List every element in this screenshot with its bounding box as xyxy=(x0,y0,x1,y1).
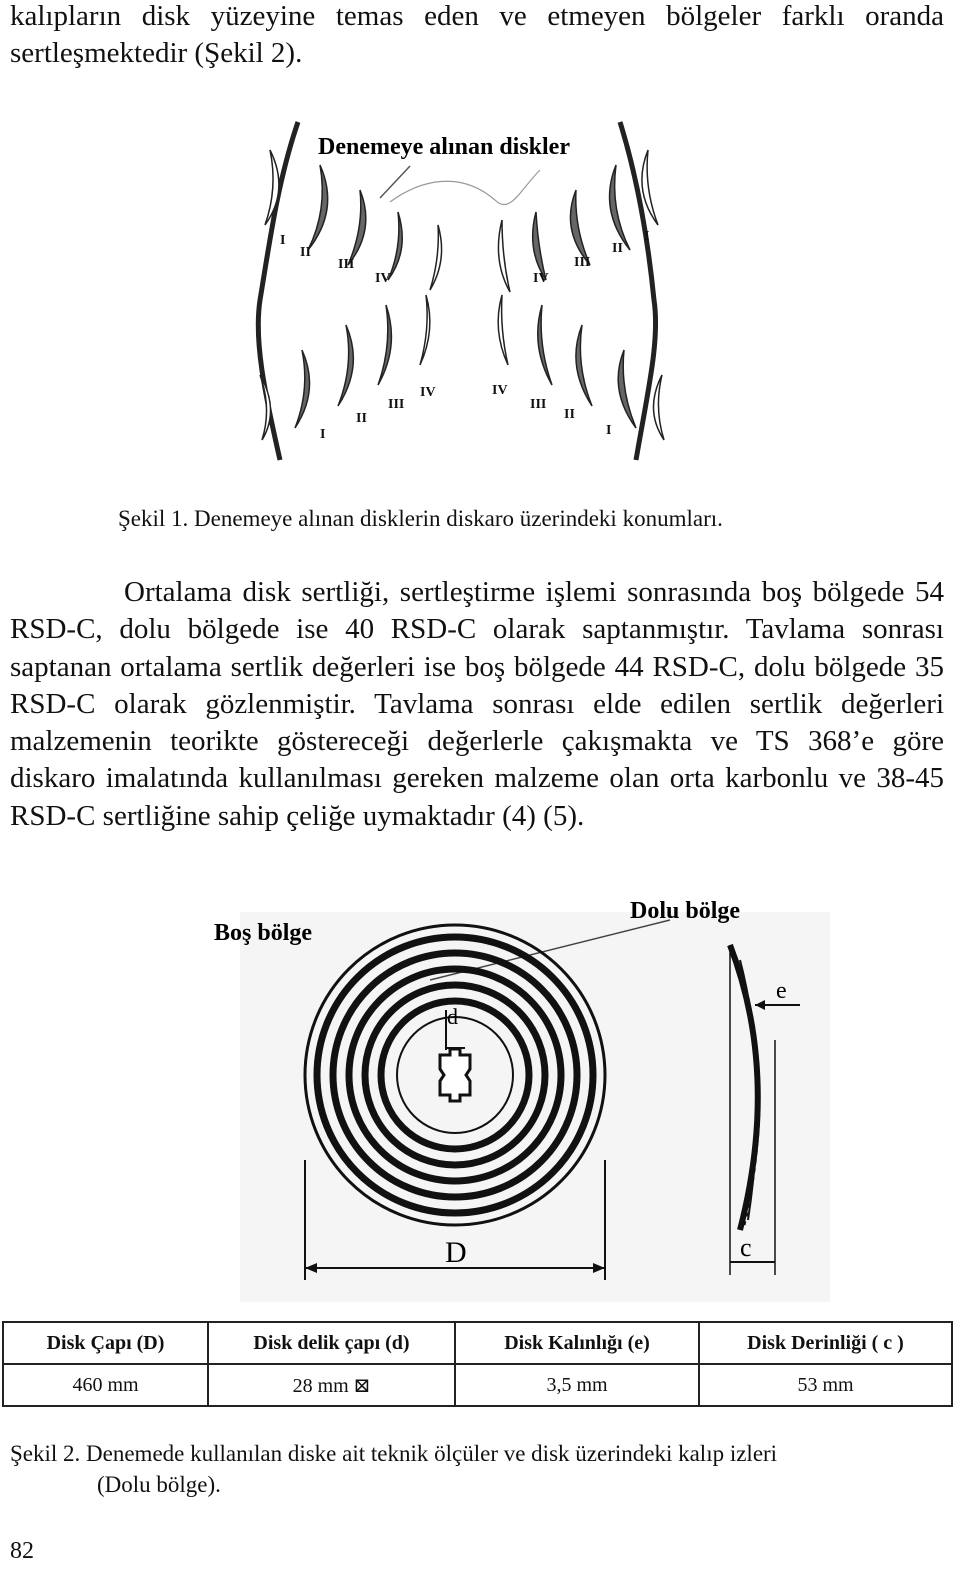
table-cell: 460 mm xyxy=(3,1364,208,1406)
figure-2-caption-line1: Şekil 2. Denemede kullanılan diske ait teknik ölçüler ve disk üzerindeki kalıp izleri xyxy=(10,1441,778,1466)
numeral: IV xyxy=(492,383,508,398)
numeral: I xyxy=(280,233,286,248)
table-header-row xyxy=(3,1322,952,1364)
numeral: III xyxy=(338,257,355,272)
numeral: I xyxy=(606,423,612,438)
dim-D-label: D xyxy=(445,1236,467,1269)
table-cell: 28 mm ⊠ xyxy=(208,1364,455,1406)
disk-row2-left xyxy=(260,295,430,440)
body-paragraph: Ortalama disk sertliği, sertleştirme işlemi sonrasında boş bölgede 54 RSD-C, dolu bölgede ise 40 RSD-C olarak saptanmıştır. Tavlama sonrası saptanan ortalama sertlik değerleri ise boş bölgede 44 RSD-C, dolu bölgede 35 RSD-C olarak gözlenmiştir. Tavlama sonrası elde edilen sertlik değerleri malzemenin teorikte göstereceği değerlerle çakışmakta ve TS 368’e göre diskaro imalatında kullanılması gereken malzeme olan orta karbonlu ve 38-45 RSD-C sertliğine sahip çeliğe uymaktadır (4) (5). xyxy=(10,576,944,832)
numeral: III xyxy=(388,397,405,412)
header-cell: Disk Çapı (D) xyxy=(3,1322,208,1364)
numeral: I xyxy=(320,427,326,442)
dim-d-label: d xyxy=(447,1004,458,1029)
table-cell: 53 mm xyxy=(699,1364,952,1406)
figure-1-caption: Şekil 1. Denemeye alınan disklerin diskaro üzerindeki konumları. xyxy=(118,506,723,531)
numeral: II xyxy=(564,407,575,422)
table-row xyxy=(3,1364,952,1406)
figure-2-caption-line2: (Dolu bölge). xyxy=(97,1472,221,1497)
header-cell: Disk delik çapı (d) xyxy=(208,1322,455,1364)
numeral: III xyxy=(574,255,591,270)
numeral: III xyxy=(530,397,547,412)
label-full-zone: Dolu bölge xyxy=(630,898,741,924)
figure-1-disk-positions xyxy=(240,110,700,470)
numeral: IV xyxy=(533,271,549,286)
numeral: IV xyxy=(375,271,391,286)
figure-2-disk-drawing xyxy=(200,890,840,1310)
numeral: II xyxy=(300,245,311,260)
header-cell: Disk Derinliği ( c ) xyxy=(699,1322,952,1364)
dim-c-label: c xyxy=(740,1233,752,1262)
numeral: I xyxy=(644,229,650,244)
numeral: IV xyxy=(420,385,436,400)
top-paragraph: kalıpların disk yüzeyine temas eden ve etmeyen bölgeler farklı oranda sertleşmektedir (Şekil 2). xyxy=(10,0,944,70)
table-cell: 3,5 mm xyxy=(455,1364,699,1406)
dim-e-label: e xyxy=(776,978,787,1004)
numeral: II xyxy=(612,241,623,256)
numeral: II xyxy=(356,411,367,426)
figure-1-label: Denemeye alınan diskler xyxy=(318,134,570,160)
disk-specs-table xyxy=(2,1321,953,1407)
label-empty-zone: Boş bölge xyxy=(214,920,313,946)
page-number: 82 xyxy=(10,1538,34,1564)
header-cell: Disk Kalınlığı (e) xyxy=(455,1322,699,1364)
disk-row2-right xyxy=(498,295,664,440)
